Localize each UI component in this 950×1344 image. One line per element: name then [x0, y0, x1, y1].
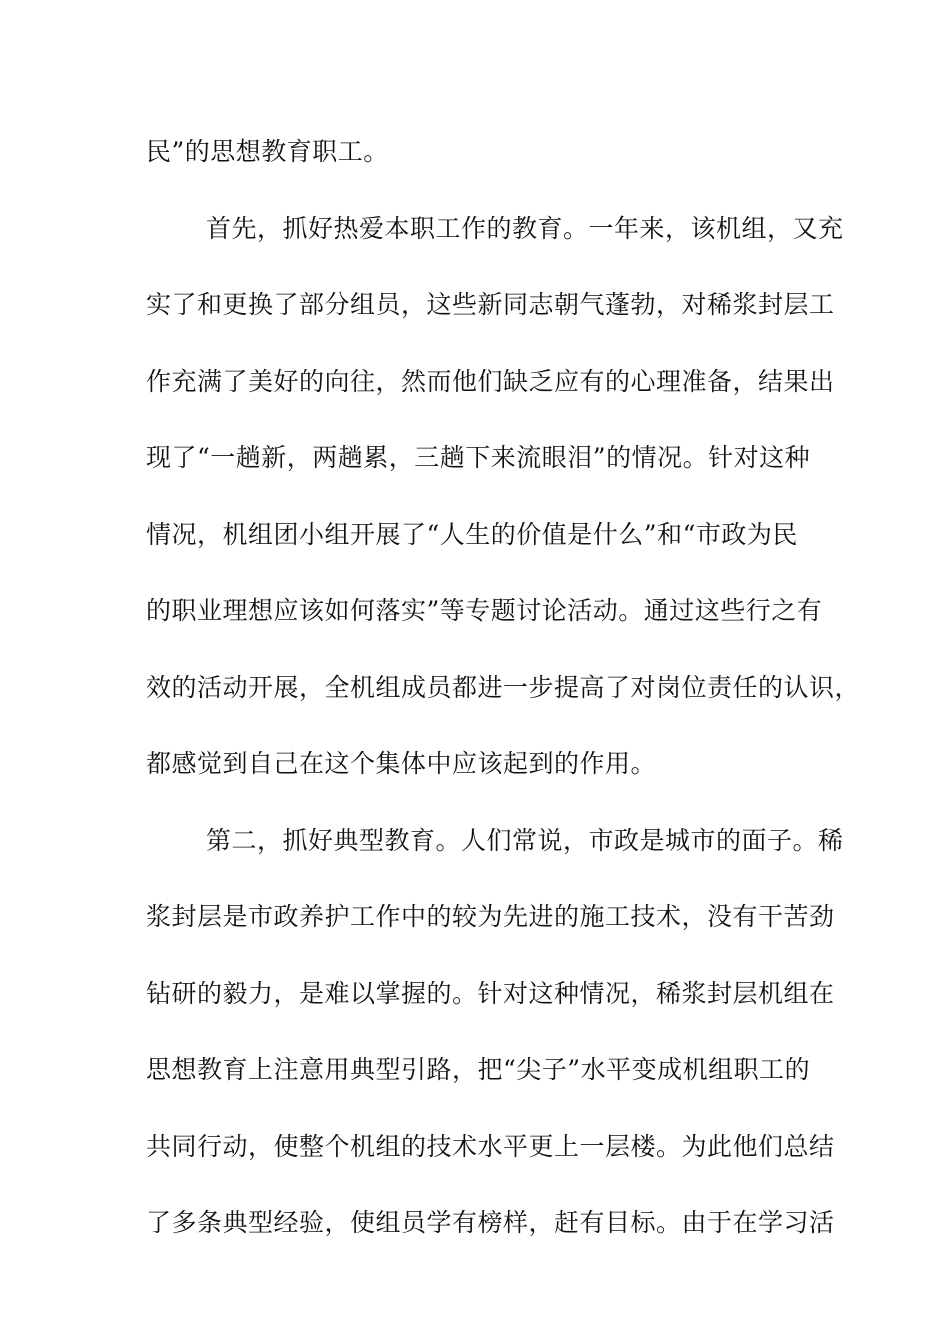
text-line: 共同行动，使整个机组的技术水平更上一层楼。为此他们总结 [146, 1131, 835, 1161]
text-line: 钻研的毅力，是难以掌握的。针对这种情况，稀浆封层机组在 [146, 978, 835, 1008]
text-line: 思想教育上注意用典型引路，把“尖子”水平变成机组职工的 [146, 1055, 811, 1084]
paragraph-start-line: 首先，抓好热爱本职工作的教育。一年来，该机组，又充 [206, 213, 844, 243]
text-line: 实了和更换了部分组员，这些新同志朝气蓬勃，对稀浆封层工 [146, 290, 835, 319]
text-line: 都感觉到自己在这个集体中应该起到的作用。 [146, 749, 657, 778]
text-line: 了多条典型经验，使组员学有榜样，赶有目标。由于在学习活 [146, 1208, 835, 1237]
text-line: 现了“一趟新，两趟累，三趟下来流眼泪”的情况。针对这种 [146, 443, 811, 472]
text-line: 的职业理想应该如何落实”等专题讨论活动。通过这些行之有 [146, 596, 823, 625]
text-line: 情况，机组团小组开展了“人生的价值是什么”和“市政为民 [146, 519, 798, 549]
paragraph-start-line: 第二，抓好典型教育。人们常说，市政是城市的面子。稀 [206, 825, 844, 855]
text-line: 作充满了美好的向往，然而他们缺乏应有的心理准备，结果出 [146, 366, 835, 396]
body-text [146, 130, 861, 1278]
text-line: 效的活动开展，全机组成员都进一步提高了对岗位责任的认识， [146, 672, 861, 702]
text-line: 浆封层是市政养护工作中的较为先进的施工技术，没有干苦劲 [146, 902, 835, 931]
text-line: 民”的思想教育职工。 [146, 137, 389, 166]
